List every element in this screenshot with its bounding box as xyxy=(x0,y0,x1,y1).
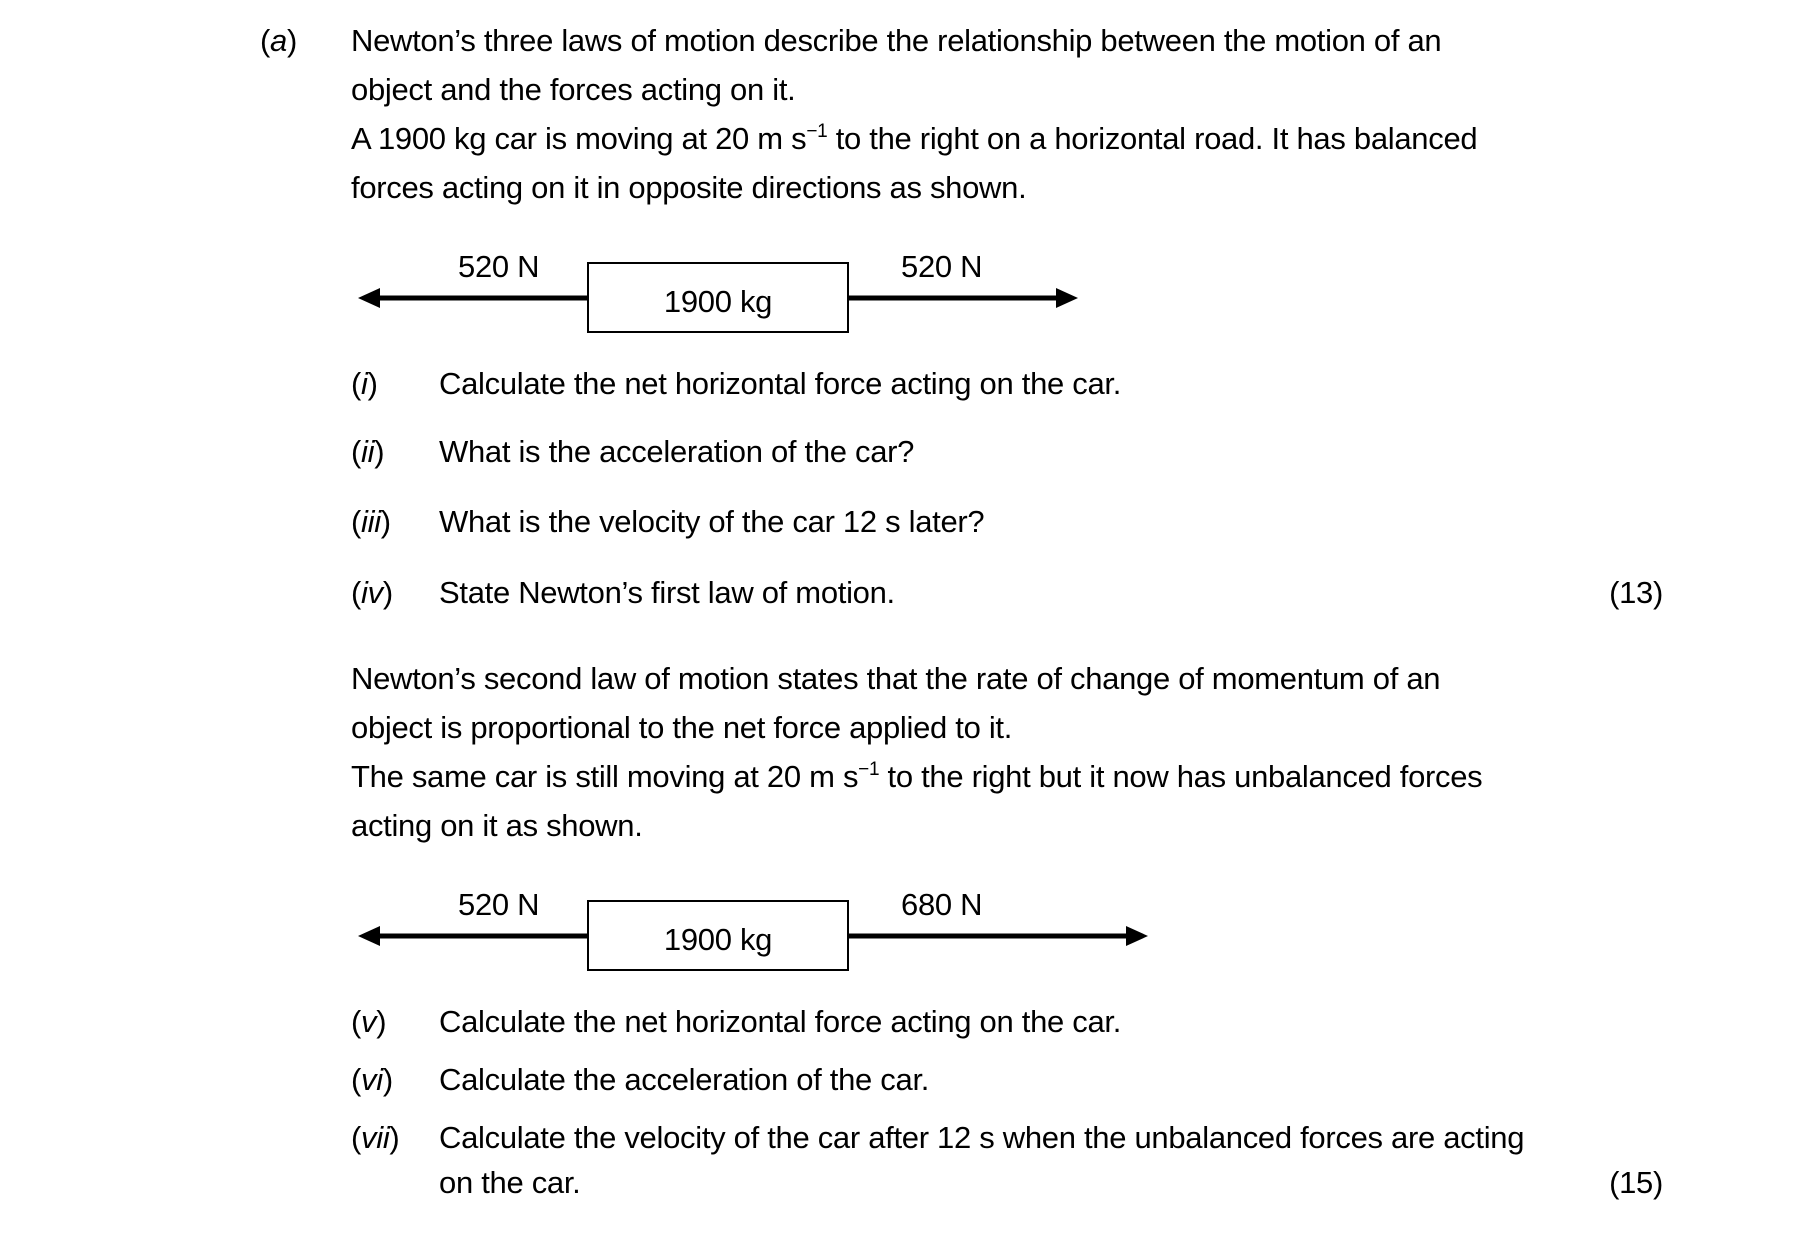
marks-label: (15) xyxy=(1609,1165,1663,1200)
left-force-arrow xyxy=(376,296,588,301)
scenario2-line-2: acting on it as shown. xyxy=(351,808,643,843)
second-law-line-2: object is proportional to the net force applied to it. xyxy=(351,710,1013,745)
scenario1-line-2: forces acting on it in opposite directions as shown. xyxy=(351,170,1027,205)
part-label: (a) xyxy=(260,23,298,58)
subquestion-text-continuation: on the car. xyxy=(439,1165,581,1200)
subquestion-text: What is the velocity of the car 12 s later? xyxy=(439,504,985,539)
subquestion-label: (ii) xyxy=(351,434,385,469)
intro-line-2: object and the forces acting on it. xyxy=(351,72,796,107)
subquestion-text: Calculate the velocity of the car after 12 s when the unbalanced forces are acting xyxy=(439,1120,1525,1155)
marks-label: (13) xyxy=(1609,575,1663,610)
subquestion-label: (v) xyxy=(351,1004,387,1039)
subquestion-text: What is the acceleration of the car? xyxy=(439,434,915,469)
right-force-arrow xyxy=(848,296,1060,301)
car-mass-box: 1900 kg xyxy=(587,900,849,971)
subquestion-text: Calculate the net horizontal force acting on the car. xyxy=(439,1004,1122,1039)
second-law-line-1: Newton’s second law of motion states that the rate of change of momentum of an xyxy=(351,661,1441,696)
intro-line-1: Newton’s three laws of motion describe the relationship between the motion of an xyxy=(351,23,1442,58)
left-force-label: 520 N xyxy=(458,887,540,922)
right-arrowhead-icon xyxy=(1056,288,1078,308)
subquestion-text: State Newton’s first law of motion. xyxy=(439,575,895,610)
right-arrowhead-icon xyxy=(1126,926,1148,946)
subquestion-label: (vi) xyxy=(351,1062,393,1097)
right-force-label: 520 N xyxy=(901,249,983,284)
left-force-label: 520 N xyxy=(458,249,540,284)
right-force-arrow xyxy=(848,934,1130,939)
scenario1-line-1: A 1900 kg car is moving at 20 m $s^{-1}$ to the right on a horizontal road. It has balanced xyxy=(351,121,1478,156)
scenario2-line-1: The same car is still moving at 20 m $s^{-1}$ to the right but it now has unbalanced forces xyxy=(351,759,1483,794)
car-mass-box: 1900 kg xyxy=(587,262,849,333)
subquestion-label: (iv) xyxy=(351,575,393,610)
subquestion-label: (i) xyxy=(351,366,378,401)
subquestion-label: (vii) xyxy=(351,1120,400,1155)
right-force-label: 680 N xyxy=(901,887,983,922)
subquestion-text: Calculate the acceleration of the car. xyxy=(439,1062,930,1097)
subquestion-label: (iii) xyxy=(351,504,391,539)
left-force-arrow xyxy=(376,934,588,939)
subquestion-text: Calculate the net horizontal force acting on the car. xyxy=(439,366,1122,401)
